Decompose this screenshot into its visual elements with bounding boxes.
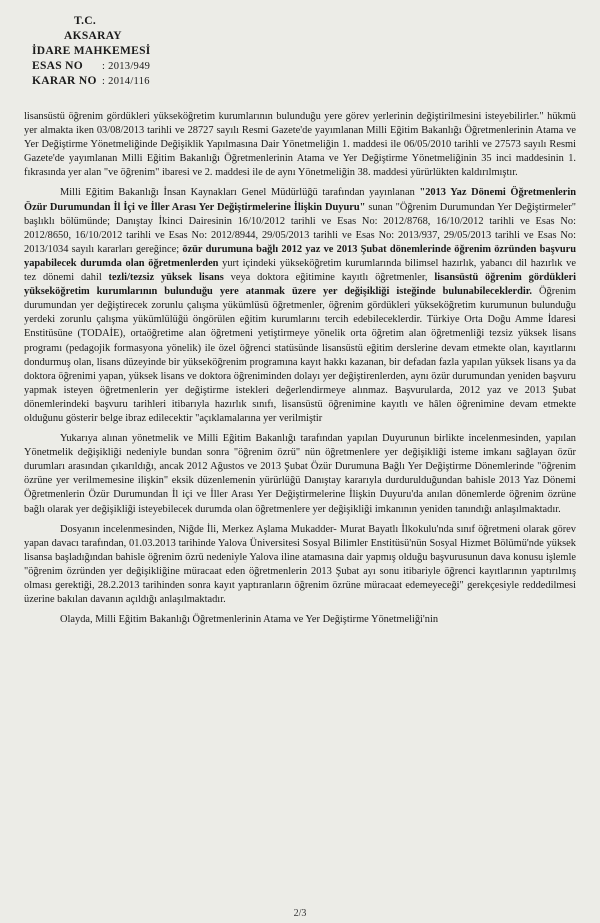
republic-abbrev: T.C. xyxy=(74,15,97,27)
p2-bold-tezli: tezli/tezsiz yüksek lisans xyxy=(108,272,224,284)
esas-value: : 2013/949 xyxy=(102,61,151,72)
city-name: AKSARAY xyxy=(64,30,122,42)
p2-bold-lisansustu: lisansüstü öğrenim gördükleri yükseköğretim kurumlarının bulunduğu yere atanmak üzere yer değişikliği isteğinde bulunabileceklerdir. xyxy=(24,272,576,298)
karar-value: : 2014/116 xyxy=(102,76,150,87)
p2-text-c: sunan "Öğrenim Durumundan Yer Değiştirmeler" başlıklı bölümünde; Danıştay İkinci Dairesinin 16/10/2012 tarihli ve Esas No: 2012/8768, 16/10/2012 tarihli ve Esas No: 2012/8650, 16/10/2012 tarihli ve Esas No: 2012/8944, 29/05/2013 tarihli ve Esas No: 2013/937, 29/05/2013 tarihli ve Esas No: 2013/1034 sayılı kararları gereğince; xyxy=(24,201,576,255)
karar-label: KARAR NO xyxy=(32,75,97,87)
p2-bold-ozur: özür durumuna bağlı 2012 yaz ve 2013 Şubat dönemlerinde öğrenim özründen başvuru yapabilecek durumda olan öğretmenlerden xyxy=(24,243,576,269)
court-name: İDARE MAHKEMESİ xyxy=(32,45,151,57)
paragraph-2 xyxy=(24,186,576,426)
karar-row xyxy=(32,74,576,89)
paragraph-1: lisansüstü öğrenim gördükleri yükseköğretim kurumlarının bulunduğu yere görev yerlerinin değiştirilmesini isteyebilirler." hükmü yer almakta iken 03/08/2013 tarihli ve 28727 sayılı Resmi Gazete'de yayımlanan Milli Eğitim Bakanlığı Öğretmenlerinin Atama ve Yer Değiştirme Yönetmeliğinde Değişiklik Yapılmasına Dair Yönetmeliğin 1. maddesi ile 06/05/2010 tarihli ve 27573 sayılı Resmi Gazete'de yayımlanan Milli Eğitim Bakanlığı Öğretmenlerinin Atama ve Yer Değiştirme Yönetmeliğinin 35 inci maddesinin 1. fıkrasında yer alan "ve öğrenim" ibaresi ve 2. maddesi ile de aynı Yönetmeliğin 38. maddesi yürürlükten kaldırılmıştır. xyxy=(24,111,576,179)
paragraph-3: Yukarıya alınan yönetmelik ve Milli Eğitim Bakanlığı tarafından yapılan Duyurunun birlikte incelenmesinden, yapılan Yönetmelik değişikliği nedeniyle bundan sonra "öğrenim özrü" nün öğretmenlere yer değişikliği isteme imkanı sağlayan özür durumları arasından çıkarıldığı, ancak 2012 Ağustos ve 2013 Şubat Özür Durumuna Bağlı Yer Değiştirme Dönemlerinde "öğrenim özrüne yer verilmemesine ilişkin" eksik düzenlemenin yürürlüğü Danıştay kararıyla durdurulduğundan bahisle 2013 Yaz Dönemi Öğretmenlerin Özür Durumundan İl içi ve İller Arası Yer Değiştirmelerine İlişkin Duyuru'da anılan dönemlerde öğrenim özrüne bağlı olarak yer değişikliği isteyebilecek durumda olan öğretmenlere yer değişikliği imkanının yeniden tanındığı anlaşılmaktadır. xyxy=(24,433,576,515)
paragraph-5: Olayda, Milli Eğitim Bakanlığı Öğretmenlerinin Atama ve Yer Değiştirme Yönetmeliği'nin xyxy=(60,614,439,626)
esas-row xyxy=(32,59,576,74)
document-header xyxy=(32,14,576,89)
paragraph-4: Dosyanın incelenmesinden, Niğde İli, Merkez Aşlama Mukadder- Murat Bayatlı İlkokulu'nda sınıf öğretmeni olarak görev yapan davacı tarafından, 01.03.2013 tarihinde Yalova Üniversitesi Sosyal Bilimler Enstitüsü'nün Sosyal Hizmet Bölümü'nde yüksek lisansa başladığından bahisle öğrenim özrü nedeniyle Yalova iline atamasına dair yapmış olduğu başvurusunun dava konusu işlemle "öğrenim özründen yer değişikliğine müracaat eden öğretmenlerin 2013 Şubat ayı sonu itibariyle öğrenci kayıtlarının yaptırılmış olması gerektiği, 28.2.2013 tarihinden sonra kayıt yaptıranların öğrenim özrüne müracaat edemeyeceği" gerekçesiyle reddedilmesi üzerine bakılan davanın açıldığı anlaşılmaktadır. xyxy=(24,523,576,606)
document-body xyxy=(24,110,576,627)
p2-text-e: yurt içindeki yükseköğretim kurumlarında bilimsel hazırlık, yabancı dil hazırlık ve tez dönemi dahil xyxy=(24,257,576,284)
p2-text-g: veya doktora eğitimine kayıtlı öğretmenler, xyxy=(223,272,435,284)
esas-label: ESAS NO xyxy=(32,60,83,72)
p2-text-a: Milli Eğitim Bakanlığı İnsan Kaynakları Genel Müdürlüğü tarafından yayınlanan xyxy=(60,187,420,199)
p2-text-i: Öğrenim durumundan yer değiştirecek zorunlu çalışma yükümlüsü öğretmenler, öğrenim gördükleri yükseköğretim kurumunun bulunduğu yerdeki zorunlu çalışma yükümlülüğü öngörülen eğitim kurumlarını tercih edebileceklerdir. Türkiye Orta Doğu Amme İdaresi Enstitüsüne (TODAİE), ortaöğretime alan öğretmeni yetiştirmeye yönelik orta öğretim alan öğretmenliği tezsiz yüksek lisans programı (pedagojik formasyona yönelik) ile özel öğrenci statüsünde lisansüstü eğitim derslerine devam etmekte olan, kayıtlarını dondurmuş olan, lisans düzeyinde bir yükseköğrenim programına kayıt hakkı kazanan, bir defadan fazla yapılan yüksek lisans ya da doktora öğrenimi yapan, yüksek lisans ve doktora öğreniminden dolayı yer değiştirenlerden, aynı özür durumundan yeniden başvuru yapmak isteyen öğretmenlerin yer değiştirme istekleri değerlendirmeye alınmaz. Başvurularda, 2012 yaz ve 2013 Şubat dönemlerindeki başvuru tarihleri itibarıyla hazırlık sınıfı, lisansüstü öğrenimine kayıtlı ve hâlen öğrenimine devam etmekte olduğunu gösterir belge ibraz edilecektir "açıklamalarına yer verilmiştir xyxy=(24,286,576,424)
p2-bold-duyuru-title: "2013 Yaz Dönemi Öğretmenlerin Özür Durumundan İl İçi ve İller Arası Yer Değiştirmelerine İlişkin Duyuru" xyxy=(24,187,576,213)
page-number: 2/3 xyxy=(293,908,307,919)
